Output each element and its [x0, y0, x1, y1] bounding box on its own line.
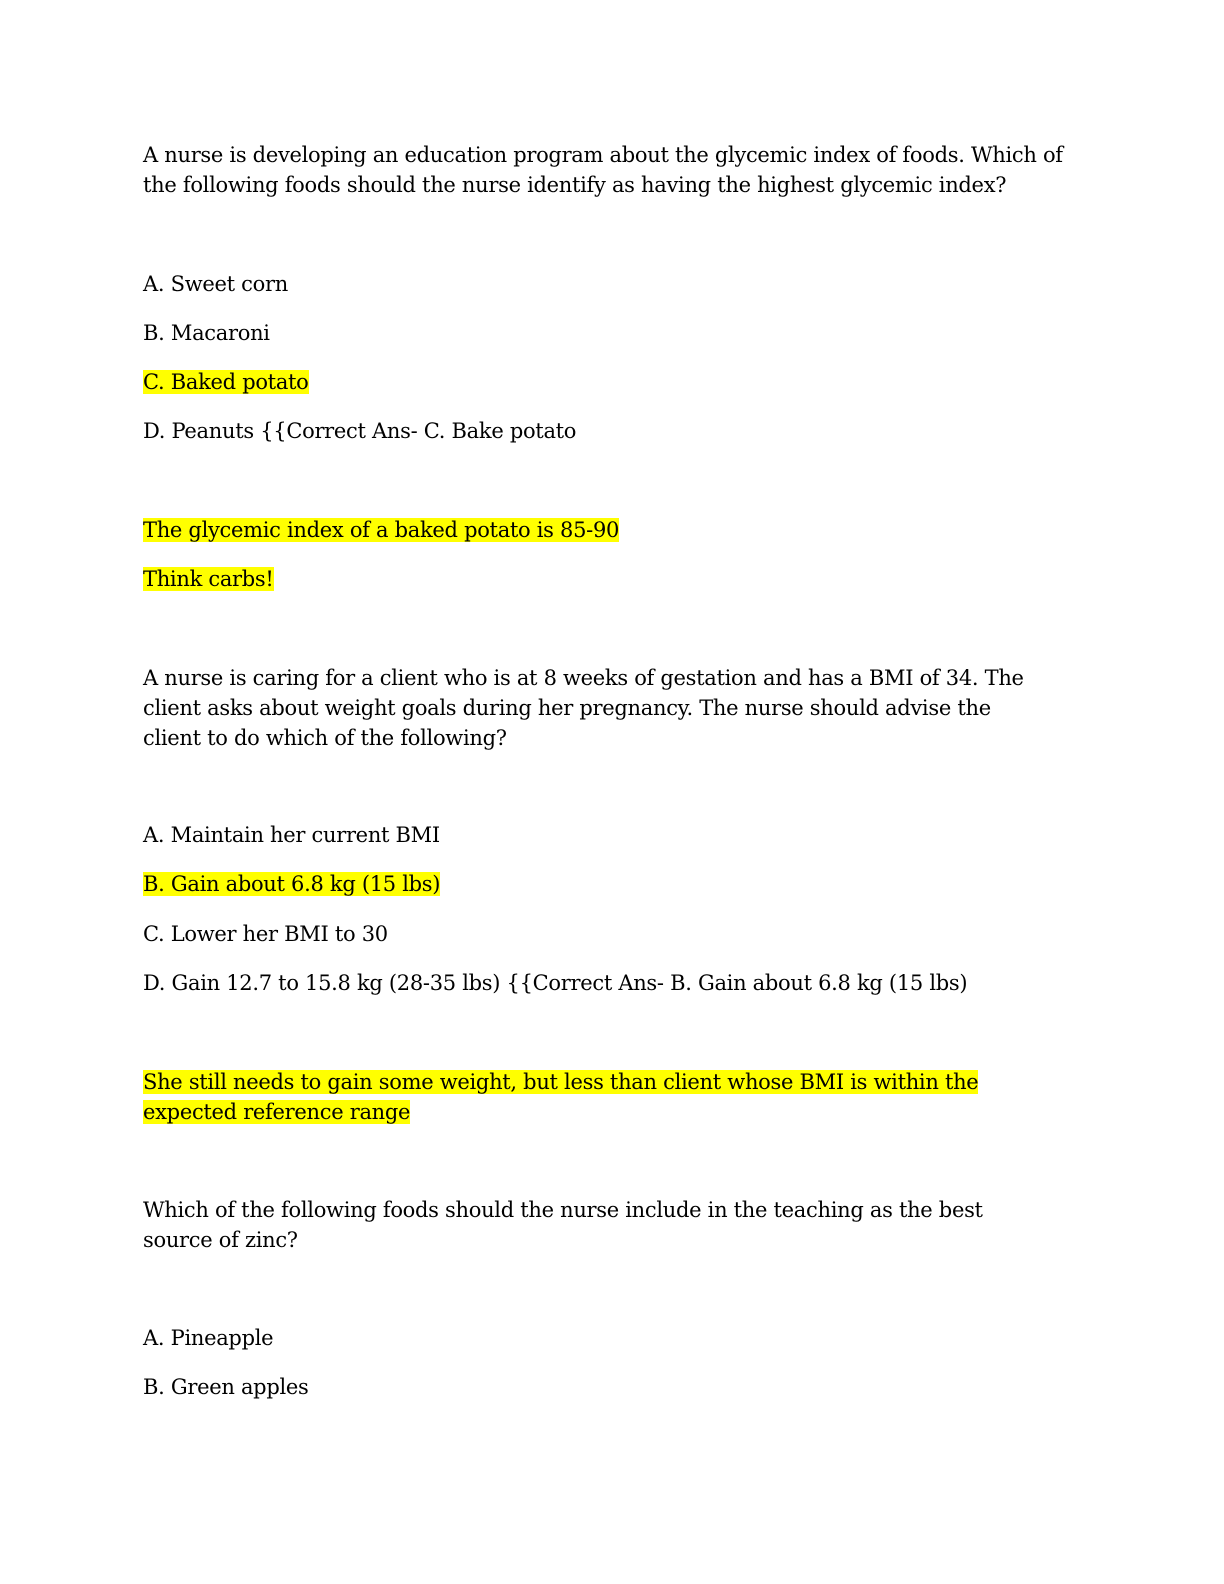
question-1-rationale-line-2 [143, 564, 1083, 594]
question-1-option-c [143, 367, 1083, 397]
question-1-rationale-line-1 [143, 515, 1083, 545]
question-3-option-a: A. Pineapple [143, 1326, 274, 1350]
question-1-stem: A nurse is developing an education program about the glycemic index of foods. Which of the following foods should the nurse identify as having the highest glycemic index? [143, 143, 1063, 197]
question-1-option-a: A. Sweet corn [143, 272, 288, 296]
question-1-option-d: D. Peanuts {{Correct Ans- C. Bake potato [143, 419, 577, 443]
highlighted-rationale: Think carbs! [143, 567, 274, 591]
question-2-option-d: D. Gain 12.7 to 15.8 kg (28-35 lbs) {{Correct Ans- B. Gain about 6.8 kg (15 lbs) [143, 971, 968, 995]
highlighted-rationale: The glycemic index of a baked potato is 85-90 [143, 518, 620, 542]
highlighted-answer: B. Gain about 6.8 kg (15 lbs) [143, 872, 441, 896]
question-3-stem: Which of the following foods should the nurse include in the teaching as the best source of zinc? [143, 1198, 983, 1252]
highlighted-answer: C. Baked potato [143, 370, 309, 394]
question-2-option-a: A. Maintain her current BMI [143, 823, 440, 847]
question-2-stem: A nurse is caring for a client who is at 8 weeks of gestation and has a BMI of 34. The client asks about weight goals during her pregnancy. The nurse should advise the client to do which of the following? [143, 666, 1024, 750]
highlighted-rationale: She still needs to gain some weight, but less than client whose BMI is within the [143, 1070, 979, 1094]
question-2-rationale-line-1 [143, 1067, 1083, 1097]
question-1-option-b: B. Macaroni [143, 321, 270, 345]
question-2-option-b [143, 869, 1083, 899]
question-2-rationale-line-2 [143, 1097, 1083, 1127]
highlighted-rationale: expected reference range [143, 1100, 411, 1124]
question-2-option-c: C. Lower her BMI to 30 [143, 922, 388, 946]
question-3-option-b: B. Green apples [143, 1375, 309, 1399]
